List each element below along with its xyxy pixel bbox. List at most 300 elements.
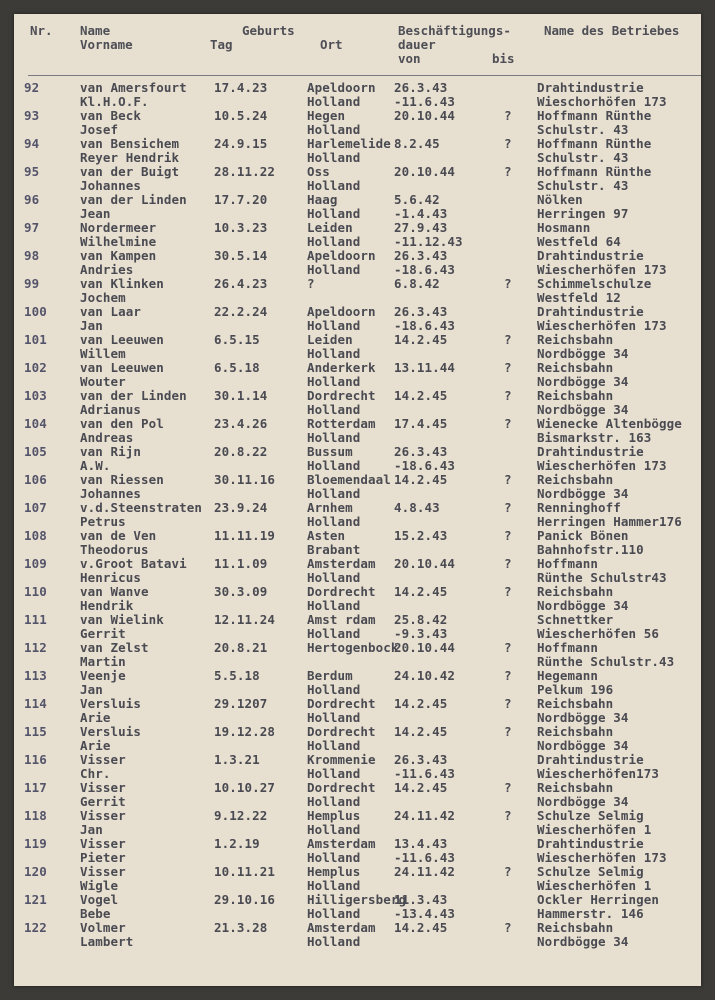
record-company-address: Herringen Hammer176 bbox=[537, 514, 682, 529]
record-company-address: Wieschorhöfen 173 bbox=[537, 94, 667, 109]
record-company-address: Westfeld 12 bbox=[537, 290, 621, 305]
header-name: Name bbox=[80, 23, 111, 38]
record-company-address: Wiescherhöfen173 bbox=[537, 766, 660, 781]
record-from: 6.8.42 bbox=[394, 276, 440, 291]
record-number: 117 bbox=[24, 780, 47, 795]
header-betrieb: Name des Betriebes bbox=[544, 23, 680, 38]
record-birth-place: Oss bbox=[307, 164, 330, 179]
record-from: 20.10.44 bbox=[394, 556, 456, 571]
record-name: van Wanve bbox=[80, 584, 149, 599]
header-von: von bbox=[398, 51, 421, 66]
record-company-address: Westfeld 64 bbox=[537, 234, 621, 249]
record-number: 92 bbox=[24, 80, 40, 95]
record-birth-country: Holland bbox=[307, 850, 361, 865]
record-name: van der Linden bbox=[80, 388, 187, 403]
record-vorname: Martin bbox=[80, 654, 126, 669]
record-bis: ? bbox=[504, 388, 512, 403]
record-company: Reichsbahn bbox=[537, 780, 614, 795]
record-bis: ? bbox=[504, 360, 512, 375]
record-company: Hoffmann bbox=[537, 640, 599, 655]
record-until: -1.4.43 bbox=[394, 206, 448, 221]
record-from: 26.3.43 bbox=[394, 248, 448, 263]
record-birth-place: Amsterdam bbox=[307, 556, 376, 571]
table-row bbox=[14, 305, 701, 333]
record-birth-date: 29.1207 bbox=[214, 696, 268, 711]
record-from: 17.4.45 bbox=[394, 416, 448, 431]
record-name: van den Pol bbox=[80, 416, 164, 431]
record-number: 96 bbox=[24, 192, 40, 207]
record-birth-date: 6.5.15 bbox=[214, 332, 260, 347]
record-vorname: Gerrit bbox=[80, 626, 126, 641]
record-from: 11.3.43 bbox=[394, 892, 448, 907]
record-bis: ? bbox=[504, 416, 512, 431]
record-from: 14.2.45 bbox=[394, 388, 448, 403]
record-name: v.d.Steenstraten bbox=[80, 500, 203, 515]
record-company-address: Wiescherhöfen 173 bbox=[537, 318, 667, 333]
record-company: Reichsbahn bbox=[537, 584, 614, 599]
table-row bbox=[14, 725, 701, 753]
record-company: Schulze Selmig bbox=[537, 864, 644, 879]
record-vorname: Adrianus bbox=[80, 402, 142, 417]
record-bis: ? bbox=[504, 696, 512, 711]
record-vorname: Henricus bbox=[80, 570, 142, 585]
record-until: -11.6.43 bbox=[394, 766, 456, 781]
record-company: Reichsbahn bbox=[537, 696, 614, 711]
record-birth-place: Hegen bbox=[307, 108, 346, 123]
record-from: 14.2.45 bbox=[394, 472, 448, 487]
table-row bbox=[14, 333, 701, 361]
table-row bbox=[14, 249, 701, 277]
record-number: 112 bbox=[24, 640, 47, 655]
record-company-address: Nordbögge 34 bbox=[537, 598, 629, 613]
record-until: -18.6.43 bbox=[394, 318, 456, 333]
record-birth-place: Arnhem bbox=[307, 500, 353, 515]
record-birth-place: Hemplus bbox=[307, 808, 361, 823]
record-bis: ? bbox=[504, 920, 512, 935]
record-vorname: Reyer Hendrik bbox=[80, 150, 180, 165]
record-name: v.Groot Batavi bbox=[80, 556, 187, 571]
record-birth-date: 10.5.24 bbox=[214, 108, 268, 123]
record-from: 27.9.43 bbox=[394, 220, 448, 235]
record-from: 24.10.42 bbox=[394, 668, 456, 683]
record-number: 106 bbox=[24, 472, 47, 487]
record-birth-country: Holland bbox=[307, 150, 361, 165]
table-row bbox=[14, 865, 701, 893]
record-vorname: Arie bbox=[80, 710, 111, 725]
record-company-address: Wiescherhöfen 1 bbox=[537, 878, 652, 893]
table-row bbox=[14, 81, 701, 109]
record-birth-place: Rotterdam bbox=[307, 416, 376, 431]
header-vorname: Vorname bbox=[80, 37, 133, 52]
record-bis: ? bbox=[504, 668, 512, 683]
record-birth-country: Holland bbox=[307, 206, 361, 221]
record-company-address: Bahnhofstr.110 bbox=[537, 542, 644, 557]
record-from: 26.3.43 bbox=[394, 80, 448, 95]
record-company: Hoffmann Rünthe bbox=[537, 136, 652, 151]
record-bis: ? bbox=[504, 472, 512, 487]
record-vorname: Hendrik bbox=[80, 598, 134, 613]
record-birth-country: Holland bbox=[307, 402, 361, 417]
record-birth-country: Holland bbox=[307, 794, 361, 809]
record-company: Renninghoff bbox=[537, 500, 621, 515]
table-row bbox=[14, 809, 701, 837]
record-company-address: Nordbögge 34 bbox=[537, 794, 629, 809]
record-birth-date: 10.3.23 bbox=[214, 220, 268, 235]
record-birth-place: Dordrecht bbox=[307, 780, 376, 795]
record-birth-date: 17.4.23 bbox=[214, 80, 268, 95]
table-row bbox=[14, 473, 701, 501]
record-company-address: Nordbögge 34 bbox=[537, 738, 629, 753]
record-birth-place: Bussum bbox=[307, 444, 353, 459]
header-beschaeftigung: Beschäftigungs- bbox=[398, 23, 511, 38]
record-vorname: Jan bbox=[80, 318, 103, 333]
record-from: 26.3.43 bbox=[394, 304, 448, 319]
record-name: Nordermeer bbox=[80, 220, 157, 235]
record-from: 14.2.45 bbox=[394, 780, 448, 795]
record-vorname: Johannes bbox=[80, 486, 142, 501]
record-company: Reichsbahn bbox=[537, 332, 614, 347]
table-row bbox=[14, 529, 701, 557]
header-rule bbox=[28, 75, 701, 76]
record-from: 26.3.43 bbox=[394, 752, 448, 767]
record-name: Visser bbox=[80, 752, 126, 767]
record-company: Schimmelschulze bbox=[537, 276, 652, 291]
record-company: Reichsbahn bbox=[537, 724, 614, 739]
record-birth-country: Holland bbox=[307, 262, 361, 277]
record-birth-country: Holland bbox=[307, 822, 361, 837]
table-row bbox=[14, 613, 701, 641]
header-bis: bis bbox=[492, 51, 515, 66]
record-birth-place: Apeldoorn bbox=[307, 304, 376, 319]
record-company-address: Nordbögge 34 bbox=[537, 710, 629, 725]
record-from: 13.11.44 bbox=[394, 360, 456, 375]
record-number: 122 bbox=[24, 920, 47, 935]
record-from: 24.11.42 bbox=[394, 864, 456, 879]
table-row bbox=[14, 837, 701, 865]
record-name: Visser bbox=[80, 836, 126, 851]
record-birth-date: 10.11.21 bbox=[214, 864, 276, 879]
record-birth-date: 28.11.22 bbox=[214, 164, 276, 179]
record-until: -11.6.43 bbox=[394, 94, 456, 109]
table-row bbox=[14, 361, 701, 389]
record-birth-country: Holland bbox=[307, 318, 361, 333]
record-birth-place: Dordrecht bbox=[307, 696, 376, 711]
table-row bbox=[14, 389, 701, 417]
record-bis: ? bbox=[504, 584, 512, 599]
record-birth-date: 23.4.26 bbox=[214, 416, 268, 431]
record-name: van Wielink bbox=[80, 612, 164, 627]
record-company: Hosmann bbox=[537, 220, 591, 235]
record-birth-country: Holland bbox=[307, 178, 361, 193]
record-bis: ? bbox=[504, 528, 512, 543]
record-company-address: Herringen 97 bbox=[537, 206, 629, 221]
record-vorname: Arie bbox=[80, 738, 111, 753]
record-name: van Bensichem bbox=[80, 136, 180, 151]
record-number: 120 bbox=[24, 864, 47, 879]
record-company: Drahtindustrie bbox=[537, 80, 644, 95]
record-name: Veenje bbox=[80, 668, 126, 683]
record-vorname: Bebe bbox=[80, 906, 111, 921]
record-birth-country: Holland bbox=[307, 878, 361, 893]
record-vorname: Wilhelmine bbox=[80, 234, 157, 249]
record-number: 101 bbox=[24, 332, 47, 347]
document-page bbox=[14, 14, 701, 986]
record-name: van Leeuwen bbox=[80, 332, 164, 347]
record-until: -11.6.43 bbox=[394, 850, 456, 865]
record-number: 108 bbox=[24, 528, 47, 543]
record-name: Visser bbox=[80, 780, 126, 795]
record-birth-date: 1.3.21 bbox=[214, 752, 260, 767]
record-number: 119 bbox=[24, 836, 47, 851]
record-vorname: Josef bbox=[80, 122, 119, 137]
record-birth-date: 1.2.19 bbox=[214, 836, 260, 851]
table-row bbox=[14, 921, 701, 949]
record-number: 100 bbox=[24, 304, 47, 319]
table-row bbox=[14, 697, 701, 725]
record-name: van de Ven bbox=[80, 528, 157, 543]
record-name: van Beck bbox=[80, 108, 142, 123]
record-vorname: Jan bbox=[80, 682, 103, 697]
record-vorname: Gerrit bbox=[80, 794, 126, 809]
record-birth-country: Holland bbox=[307, 486, 361, 501]
table-row bbox=[14, 893, 701, 921]
table-row bbox=[14, 557, 701, 585]
record-number: 121 bbox=[24, 892, 47, 907]
record-company-address: Nordbögge 34 bbox=[537, 934, 629, 949]
record-birth-date: 5.5.18 bbox=[214, 668, 260, 683]
record-number: 118 bbox=[24, 808, 47, 823]
record-birth-country: Holland bbox=[307, 374, 361, 389]
record-birth-country: Holland bbox=[307, 430, 361, 445]
record-name: van Rijn bbox=[80, 444, 142, 459]
record-bis: ? bbox=[504, 864, 512, 879]
record-name: van Zelst bbox=[80, 640, 149, 655]
record-birth-place: Dordrecht bbox=[307, 584, 376, 599]
record-from: 14.2.45 bbox=[394, 332, 448, 347]
record-birth-place: Anderkerk bbox=[307, 360, 376, 375]
record-birth-place: Berdum bbox=[307, 668, 353, 683]
record-vorname: Lambert bbox=[80, 934, 134, 949]
record-birth-place: Bloemendaal bbox=[307, 472, 391, 487]
record-number: 93 bbox=[24, 108, 40, 123]
record-birth-country: Holland bbox=[307, 906, 361, 921]
record-birth-date: 21.3.28 bbox=[214, 920, 268, 935]
record-company-address: Schulstr. 43 bbox=[537, 122, 629, 137]
record-bis: ? bbox=[504, 276, 512, 291]
record-birth-country: Holland bbox=[307, 94, 361, 109]
record-bis: ? bbox=[504, 556, 512, 571]
record-until: -18.6.43 bbox=[394, 262, 456, 277]
record-name: Versluis bbox=[80, 724, 142, 739]
record-vorname: Jean bbox=[80, 206, 111, 221]
record-birth-date: 10.10.27 bbox=[214, 780, 276, 795]
record-birth-country: Holland bbox=[307, 598, 361, 613]
record-company: Drahtindustrie bbox=[537, 248, 644, 263]
record-number: 109 bbox=[24, 556, 47, 571]
record-company: Hoffmann Rünthe bbox=[537, 164, 652, 179]
record-number: 107 bbox=[24, 500, 47, 515]
record-birth-country: Holland bbox=[307, 738, 361, 753]
record-company: Drahtindustrie bbox=[537, 836, 644, 851]
record-from: 20.10.44 bbox=[394, 108, 456, 123]
record-from: 20.10.44 bbox=[394, 164, 456, 179]
record-company-address: Wiescherhöfen 1 bbox=[537, 822, 652, 837]
record-birth-place: Leiden bbox=[307, 332, 353, 347]
record-from: 4.8.43 bbox=[394, 500, 440, 515]
record-company: Reichsbahn bbox=[537, 920, 614, 935]
record-birth-place: ? bbox=[307, 276, 315, 291]
record-birth-date: 6.5.18 bbox=[214, 360, 260, 375]
record-company: Reichsbahn bbox=[537, 472, 614, 487]
record-bis: ? bbox=[504, 724, 512, 739]
record-birth-date: 19.12.28 bbox=[214, 724, 276, 739]
record-company-address: Nordbögge 34 bbox=[537, 402, 629, 417]
header-geburts: Geburts bbox=[242, 23, 295, 38]
record-birth-country: Holland bbox=[307, 710, 361, 725]
record-company: Panick Bönen bbox=[537, 528, 629, 543]
record-until: -9.3.43 bbox=[394, 626, 448, 641]
record-birth-country: Holland bbox=[307, 234, 361, 249]
record-from: 5.6.42 bbox=[394, 192, 440, 207]
record-birth-country: Holland bbox=[307, 346, 361, 361]
record-name: van Kampen bbox=[80, 248, 157, 263]
record-company-address: Nordbögge 34 bbox=[537, 346, 629, 361]
record-company: Nölken bbox=[537, 192, 583, 207]
record-vorname: Andries bbox=[80, 262, 134, 277]
record-until: -11.12.43 bbox=[394, 234, 463, 249]
record-birth-date: 11.11.19 bbox=[214, 528, 276, 543]
record-birth-date: 30.1.14 bbox=[214, 388, 268, 403]
record-name: van Riessen bbox=[80, 472, 164, 487]
header-ort: Ort bbox=[320, 37, 343, 52]
record-birth-country: Holland bbox=[307, 514, 361, 529]
record-company: Wienecke Altenbögge bbox=[537, 416, 682, 431]
table-row bbox=[14, 165, 701, 193]
record-birth-date: 23.9.24 bbox=[214, 500, 268, 515]
table-row bbox=[14, 221, 701, 249]
record-vorname: Kl.H.O.F. bbox=[80, 94, 149, 109]
record-vorname: Wigle bbox=[80, 878, 119, 893]
table-row bbox=[14, 193, 701, 221]
record-birth-date: 29.10.16 bbox=[214, 892, 276, 907]
record-birth-place: Amst rdam bbox=[307, 612, 376, 627]
record-company-address: Nordbögge 34 bbox=[537, 486, 629, 501]
record-from: 24.11.42 bbox=[394, 808, 456, 823]
record-birth-country: Holland bbox=[307, 766, 361, 781]
table-row bbox=[14, 417, 701, 445]
record-company-address: Wiescherhöfen 173 bbox=[537, 458, 667, 473]
record-company-address: Nordbögge 34 bbox=[537, 374, 629, 389]
record-name: Visser bbox=[80, 808, 126, 823]
record-birth-place: Dordrecht bbox=[307, 724, 376, 739]
record-birth-date: 20.8.21 bbox=[214, 640, 268, 655]
record-birth-place: Haag bbox=[307, 192, 338, 207]
record-company-address: Wiescherhöfen 173 bbox=[537, 850, 667, 865]
record-vorname: Wouter bbox=[80, 374, 126, 389]
record-number: 102 bbox=[24, 360, 47, 375]
record-birth-date: 24.9.15 bbox=[214, 136, 268, 151]
record-company: Drahtindustrie bbox=[537, 304, 644, 319]
record-from: 26.3.43 bbox=[394, 444, 448, 459]
record-birth-place: Harlemelide bbox=[307, 136, 391, 151]
record-birth-place: Dordrecht bbox=[307, 388, 376, 403]
record-bis: ? bbox=[504, 780, 512, 795]
record-vorname: A.W. bbox=[80, 458, 111, 473]
record-company-address: Schulstr. 43 bbox=[537, 150, 629, 165]
record-from: 13.4.43 bbox=[394, 836, 448, 851]
record-from: 15.2.43 bbox=[394, 528, 448, 543]
record-bis: ? bbox=[504, 332, 512, 347]
record-number: 114 bbox=[24, 696, 47, 711]
record-birth-country: Holland bbox=[307, 682, 361, 697]
record-birth-place: Amsterdam bbox=[307, 836, 376, 851]
record-company: Hoffmann bbox=[537, 556, 599, 571]
record-bis: ? bbox=[504, 640, 512, 655]
record-birth-place: Apeldoorn bbox=[307, 80, 376, 95]
record-vorname: Jan bbox=[80, 822, 103, 837]
record-company: Drahtindustrie bbox=[537, 752, 644, 767]
record-birth-date: 30.3.09 bbox=[214, 584, 268, 599]
record-birth-place: Amsterdam bbox=[307, 920, 376, 935]
record-birth-place: Hilligersberg bbox=[307, 892, 407, 907]
record-number: 110 bbox=[24, 584, 47, 599]
record-birth-country: Holland bbox=[307, 122, 361, 137]
record-birth-place: Apeldoorn bbox=[307, 248, 376, 263]
record-company: Schulze Selmig bbox=[537, 808, 644, 823]
record-company: Ockler Herringen bbox=[537, 892, 660, 907]
record-bis: ? bbox=[504, 108, 512, 123]
record-vorname: Andreas bbox=[80, 430, 134, 445]
table-row bbox=[14, 277, 701, 305]
record-from: 25.8.42 bbox=[394, 612, 448, 627]
record-name: Volmer bbox=[80, 920, 126, 935]
record-number: 97 bbox=[24, 220, 40, 235]
record-company-address: Hammerstr. 146 bbox=[537, 906, 644, 921]
record-number: 95 bbox=[24, 164, 40, 179]
record-company-address: Wiescherhöfen 173 bbox=[537, 262, 667, 277]
record-birth-country: Holland bbox=[307, 626, 361, 641]
record-number: 99 bbox=[24, 276, 40, 291]
record-birth-country: Brabant bbox=[307, 542, 361, 557]
record-name: van Amersfourt bbox=[80, 80, 187, 95]
record-birth-date: 26.4.23 bbox=[214, 276, 268, 291]
record-number: 111 bbox=[24, 612, 47, 627]
record-name: Versluis bbox=[80, 696, 142, 711]
record-vorname: Petrus bbox=[80, 514, 126, 529]
record-bis: ? bbox=[504, 808, 512, 823]
record-number: 103 bbox=[24, 388, 47, 403]
record-birth-date: 12.11.24 bbox=[214, 612, 276, 627]
record-vorname: Willem bbox=[80, 346, 126, 361]
table-row bbox=[14, 585, 701, 613]
header-nr: Nr. bbox=[30, 23, 53, 38]
table-row bbox=[14, 109, 701, 137]
record-from: 14.2.45 bbox=[394, 696, 448, 711]
record-number: 116 bbox=[24, 752, 47, 767]
record-name: van der Linden bbox=[80, 192, 187, 207]
record-birth-country: Holland bbox=[307, 934, 361, 949]
record-vorname: Pieter bbox=[80, 850, 126, 865]
record-company-address: Schulstr. 43 bbox=[537, 178, 629, 193]
record-name: van Klinken bbox=[80, 276, 164, 291]
record-until: -18.6.43 bbox=[394, 458, 456, 473]
table-row bbox=[14, 137, 701, 165]
record-company: Schnettker bbox=[537, 612, 614, 627]
record-company-address: Wiescherhöfen 56 bbox=[537, 626, 660, 641]
record-birth-place: Leiden bbox=[307, 220, 353, 235]
record-company-address: Pelkum 196 bbox=[537, 682, 614, 697]
record-number: 115 bbox=[24, 724, 47, 739]
